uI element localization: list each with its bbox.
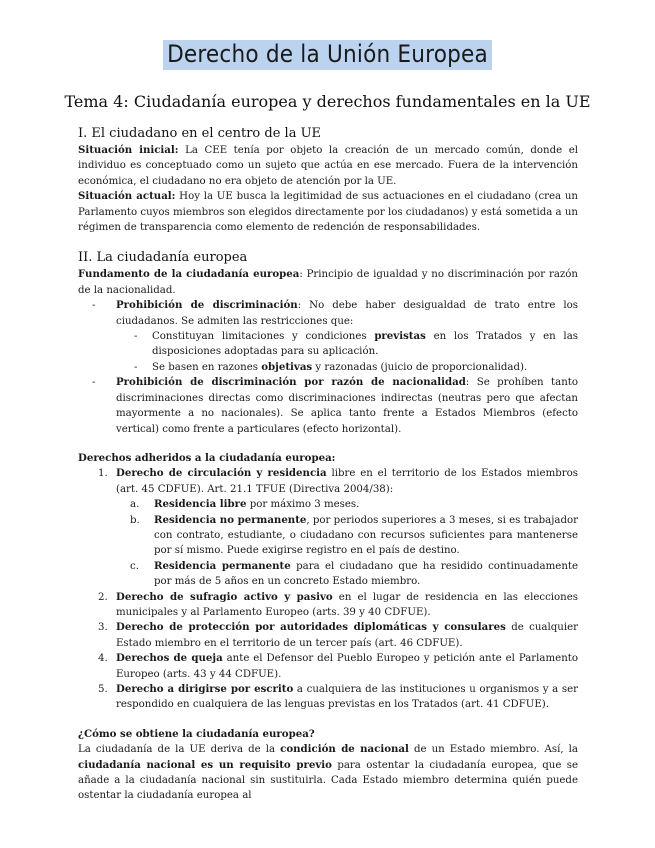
paragraph-how: La ciudadanía de la UE deriva de la condición de nacional de un Estado miembro. Así, la ciudadanía nacional es un requisito previo para ostentar la ciudadanía europea, que se añade a la ciudadanía nacional sin sustituirla. Cada Estado miembro determina quién puede ostentar la ciudadanía europea al [78,743,578,802]
list-item: b. Residencia no permanente, por periodos superiores a 3 meses, si es trabajador con contrato, estudiante, o ciudadano con recursos suficientes para mantenerse por sí mismo. Puede exigirse registro en el país de destino. [130,513,578,557]
document-body [78,125,578,804]
section-heading-2: II. La ciudadanía europea [78,250,248,266]
subject-title: Derecho de la Unión Europea [163,40,492,70]
paragraph-situacion-inicial: Situación inicial: La CEE tenía por objeto la creación de un mercado común, donde el individuo es conceptuado como un sujeto que actúa en ese mercado. Fuera de la intervención económica, el ciudadano no era objeto de atención por la UE. [78,144,578,187]
list-item: - Constituyan limitaciones y condiciones previstas en los Tratados y en las disposiciones adoptadas para su aplicación. [78,329,578,360]
label-situacion-inicial: Situación inicial: [78,144,179,156]
label-fundamento: Fundamento de la ciudadanía europea [78,268,300,281]
list-item: - Se basen en razones objetivas y razonadas (juicio de proporcionalidad). [78,360,578,375]
list-item: 3. Derecho de protección por autoridades diplomáticas y consulares de cualquier Estado miembro en el territorio de un tercer país (art. 46 CDFUE). [98,621,578,649]
residence-list [78,497,578,589]
list-item: c. Residencia permanente para el ciudadano que ha residido continuadamente por más de 5 años en un concreto Estado miembro. [130,559,578,588]
restrictions-list [78,329,578,375]
list-item: - Prohibición de discriminación: No debe haber desigualdad de trato entre los ciudadanos. Se admiten las restricciones que: - Constituyan limitaciones y condiciones previstas en los Tratados y en las disposiciones adoptadas para su aplicación. - Se basen en razones objetivas y razonadas (juicio de proporcionalidad). [78,298,578,375]
list-item: 1. Derecho de circulación y residencia libre en el territorio de los Estados miembros (art. 45 CDFUE). Art. 21.1 TFUE (Directiva 2004/38): a. Residencia libre por máximo 3 meses. b. Residencia no permanente, por periodos superiores a 3 meses, si es trabajador con contrato, estudiante, o ciudadano con recursos suficientes para mantenerse por sí mismo. Puede exigirse registro en el país de destino. c. Residencia permanente para el ciudadano que ha residido continuadamente por más de 5 años en un concreto Estado miembro. [78,466,578,589]
list-item: 5. Derecho a dirigirse por escrito a cualquiera de las instituciones u organismos y a ser respondido en cualquiera de las lenguas previstas en los Tratados (art. 41 CDFUE). [98,683,578,711]
rights-heading: Derechos adheridos a la ciudadanía europea: [78,451,336,464]
list-item: 2. Derecho de sufragio activo y pasivo en el lugar de residencia en las elecciones municipales y al Parlamento Europeo (arts. 39 y 40 CDFUE). [98,590,578,618]
list-item: a. Residencia libre por máximo 3 meses. [130,498,360,511]
how-heading: ¿Cómo se obtiene la ciudadanía europea? [78,727,315,740]
discrimination-list [78,298,578,437]
paragraph-fundamento: Fundamento de la ciudadanía europea: Principio de igualdad y no discriminación por razón de la nacionalidad. [78,268,578,296]
paragraph-situacion-actual: Situación actual: Hoy la UE busca la legitimidad de sus actuaciones en el ciudadano (crea un Parlamento cuyos miembros son elegidos directamente por los ciudadanos) y está sometida a un régimen de transparencia como elemento de redención de responsabilidades. [78,190,578,234]
rights-list [78,466,578,713]
subject-banner [0,40,655,70]
list-item: 4. Derechos de queja ante el Defensor del Pueblo Europeo y petición ante el Parlamento Europeo (arts. 43 y 44 CDFUE). [98,652,578,680]
list-item: - Prohibición de discriminación por razón de nacionalidad: Se prohíben tanto discriminaciones directas como discriminaciones indirectas (neutras pero que afectan mayormente a no nacionales). Se aplica tanto frente a Estados Miembros (efecto vertical) como frente a particulares (efecto horizontal). [78,375,578,437]
topic-title: Tema 4: Ciudadanía europea y derechos fundamentales en la UE [64,92,591,111]
section-heading-1: I. El ciudadano en el centro de la UE [78,126,322,141]
label-situacion-actual: Situación actual: [78,190,176,203]
